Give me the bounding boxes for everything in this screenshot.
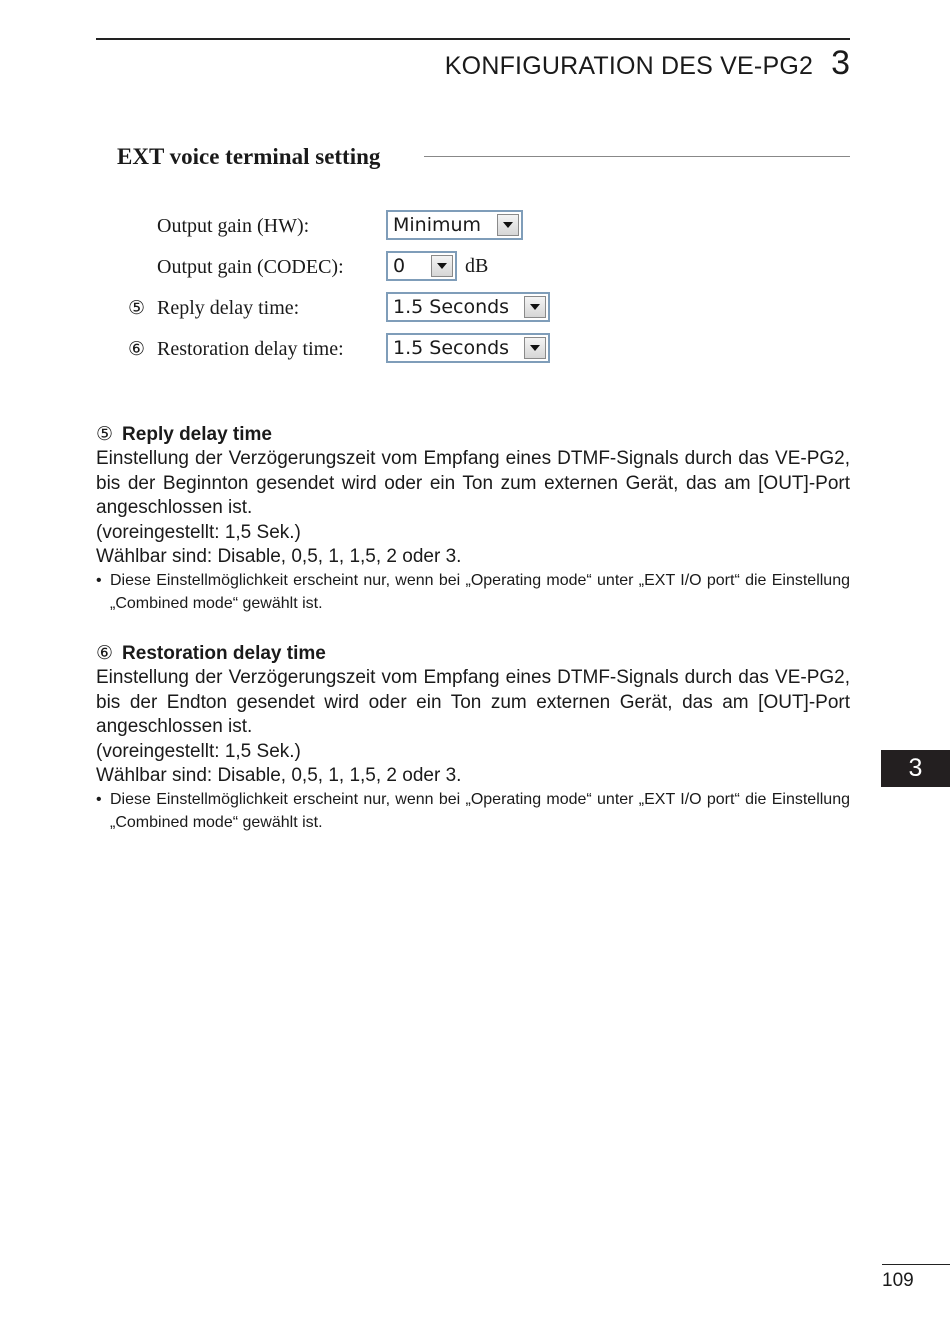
section-default: (voreingestellt: 1,5 Sek.) (96, 521, 301, 543)
setting-row-output-gain-hw (128, 209, 310, 243)
chevron-down-icon (503, 222, 513, 228)
setting-label: Reply delay time: (157, 296, 300, 319)
setting-label: Restoration delay time: (157, 337, 344, 360)
select-value: Minimum (393, 214, 482, 236)
section-paragraph: Einstellung der Verzögerungszeit vom Empfang eines DTMF-Signals durch das VE-PG2, bis der Beginnton gesendet wird oder ein Ton zum externen Gerät, das am [OUT]-Port angeschlossen ist. (96, 448, 850, 519)
section-options: Wählbar sind: Disable, 0,5, 1, 1,5, 2 oder 3. (96, 546, 462, 568)
section-heading (96, 422, 850, 447)
output-gain-codec-select[interactable] (386, 251, 457, 281)
chapter-number: 3 (831, 44, 850, 82)
row-marker: ⑥ (128, 338, 146, 360)
note-text: Diese Einstellmöglichkeit erscheint nur, wenn bei „Operating mode“ unter „EXT I/O port“ die Einstellung „Combined mode“ gewählt ist. (110, 790, 850, 831)
header-title: KONFIGURATION DES VE-PG2 (444, 52, 814, 80)
section-options: Wählbar sind: Disable, 0,5, 1, 1,5, 2 oder 3. (96, 765, 462, 787)
section-paragraph: Einstellung der Verzögerungszeit vom Empfang eines DTMF-Signals durch das VE-PG2, bis der Endton gesendet wird oder ein Ton zum externen Gerät, das am [OUT]-Port angeschlossen ist. (96, 667, 850, 738)
chevron-down-icon (530, 345, 540, 351)
bullet-icon: • (96, 790, 102, 808)
chevron-down-icon (437, 263, 447, 269)
dropdown-button[interactable] (497, 214, 519, 236)
chapter-side-tab: 3 (881, 750, 950, 787)
dropdown-button[interactable] (524, 337, 546, 359)
select-value: 1.5 Seconds (393, 337, 510, 359)
section-heading (96, 641, 850, 666)
setting-label: Output gain (CODEC): (157, 255, 344, 278)
section-restoration-delay (96, 641, 850, 834)
select-value: 1.5 Seconds (393, 296, 510, 318)
row-marker: ⑤ (128, 297, 146, 319)
restoration-delay-select[interactable] (386, 333, 550, 363)
panel-title-rule (424, 156, 850, 157)
setting-row-restoration-delay (128, 332, 344, 366)
section-reply-delay (96, 422, 850, 615)
setting-row-reply-delay (128, 291, 300, 325)
unit-label: dB (465, 255, 489, 277)
panel-title: EXT voice terminal setting (117, 144, 381, 169)
dropdown-button[interactable] (524, 296, 546, 318)
section-note (96, 570, 850, 615)
setting-row-output-gain-codec (128, 250, 344, 284)
note-text: Diese Einstellmöglichkeit erscheint nur, wenn bei „Operating mode“ unter „EXT I/O port“ die Einstellung „Combined mode“ gewählt ist. (110, 571, 850, 612)
section-marker: ⑥ (96, 642, 114, 664)
setting-label: Output gain (HW): (157, 214, 310, 237)
section-marker: ⑤ (96, 423, 114, 445)
section-title: Restoration delay time (122, 643, 326, 664)
page-number: 109 (882, 1270, 914, 1291)
dropdown-button[interactable] (431, 255, 453, 277)
footer-rule (882, 1264, 950, 1265)
bullet-icon: • (96, 571, 102, 589)
reply-delay-select[interactable] (386, 292, 550, 322)
page-header (445, 44, 850, 83)
header-rule (96, 38, 850, 40)
section-default: (voreingestellt: 1,5 Sek.) (96, 740, 301, 762)
select-value: 0 (393, 255, 406, 277)
output-gain-hw-select[interactable] (386, 210, 523, 240)
chevron-down-icon (530, 304, 540, 310)
section-note (96, 789, 850, 834)
section-title: Reply delay time (122, 424, 272, 445)
